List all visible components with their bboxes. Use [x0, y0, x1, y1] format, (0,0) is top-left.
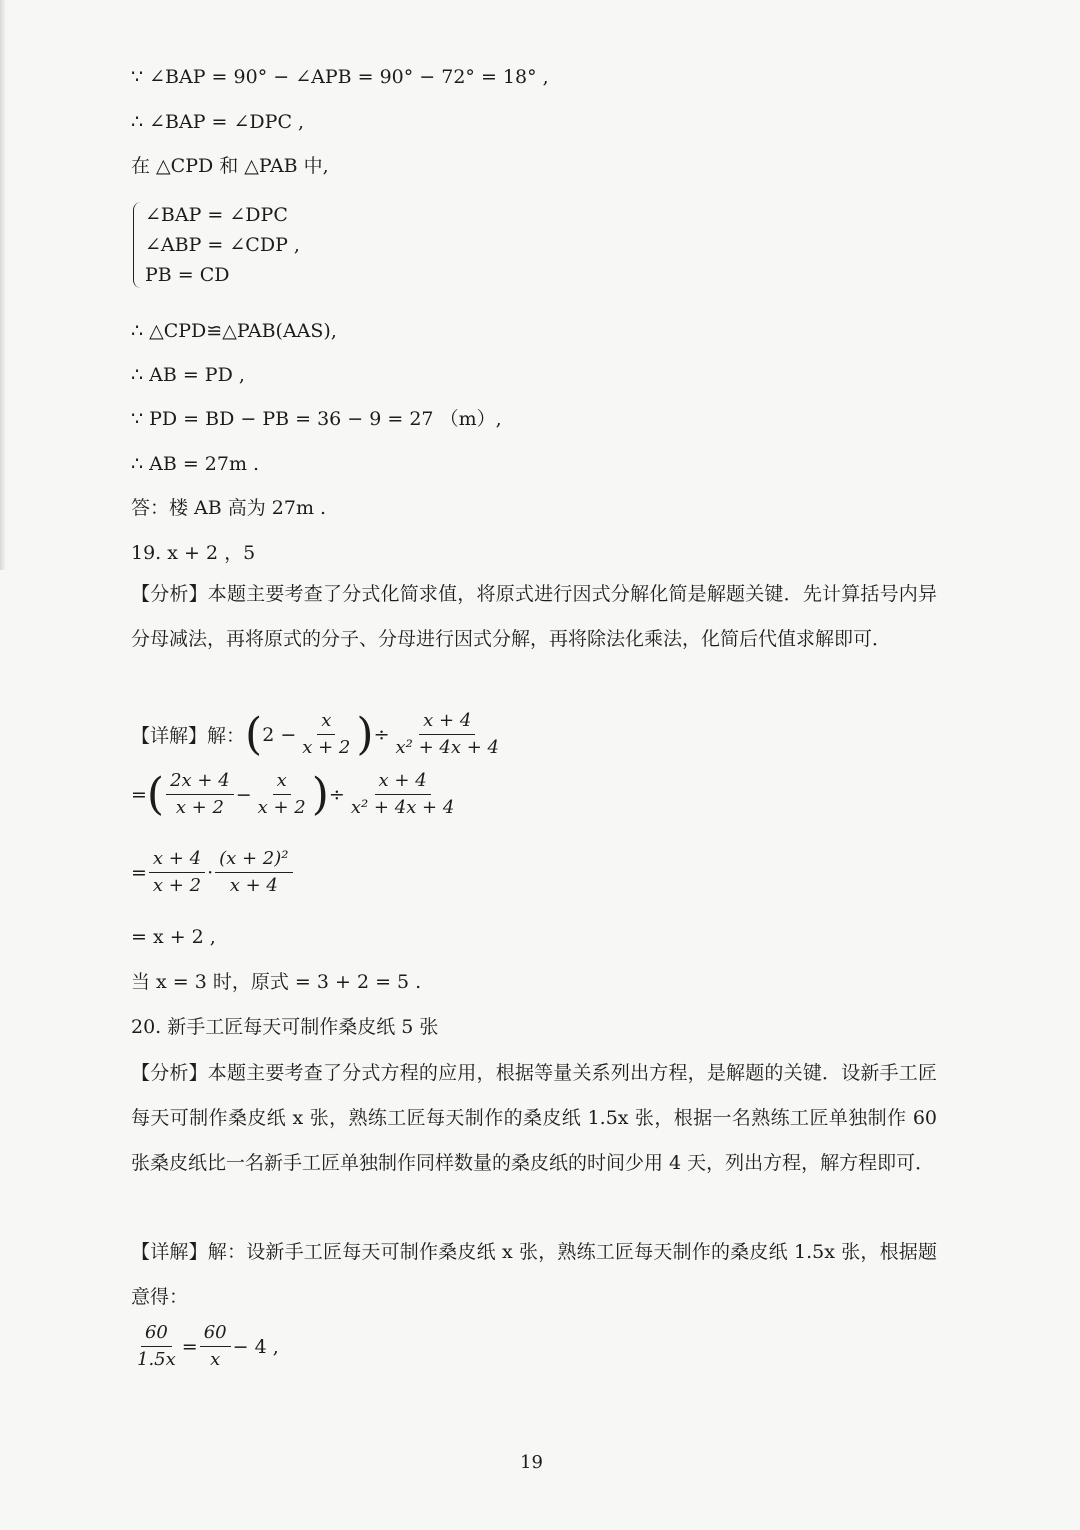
proof-line-5: ∴ AB = PD , [131, 364, 245, 386]
q20-detail: 【详解】解：设新手工匠每天可制作桑皮纸 x 张，熟练工匠每天制作的桑皮纸 1.5x 张，根据题意得： [131, 1241, 937, 1308]
proof-line-6: ∵ PD = BD − PB = 36 − 9 = 27 （m）, [131, 408, 502, 430]
answer-line: 答：楼 AB 高为 27m . [131, 497, 327, 519]
condition-1: ∠BAP = ∠DPC [145, 204, 288, 226]
proof-line-3: 在 △CPD 和 △PAB 中, [131, 155, 329, 177]
page-number: 19 [520, 1452, 543, 1473]
q19-heading: 19. x + 2 ，5 [131, 542, 256, 564]
congruence-conditions [131, 198, 331, 292]
left-brace [133, 202, 142, 288]
proof-line-2: ∴ ∠BAP = ∠DPC , [131, 111, 305, 133]
fraction: $\frac{x + 4}{\text{x² + 4x + 4}}$ [395, 710, 499, 758]
detail-label: 【详解】解： [131, 725, 246, 747]
proof-line-4: ∴ △CPD≌△PAB(AAS), [131, 320, 337, 342]
q19-value: 当 x = 3 时，原式 = 3 + 2 = 5 . [131, 971, 422, 993]
q19-expression-2: = ( $\frac{2x + 4}{x + 2}$ − $\frac{x}{x + 2}$ ) ÷ $\frac{x + 4}{\text{x² + 4x + 4}}$ [131, 770, 460, 819]
fraction: $\frac{\text{(x + 2)²}}{x + 4}$ [215, 848, 292, 897]
fraction: $\frac{x}{x + 2}$ [302, 710, 351, 758]
fraction: $\frac{x + 4}{\text{x² + 4x + 4}}$ [350, 770, 455, 818]
condition-3: PB = CD [145, 264, 230, 286]
proof-line-1: ∵ ∠BAP = 90° − ∠APB = 90° − 72° = 18° , [131, 66, 549, 88]
condition-2: ∠ABP = ∠CDP , [145, 234, 300, 256]
fraction: $\frac{60}{x}$ [200, 1322, 231, 1371]
q20-equation: $\frac{60}{1.5x}$ = $\frac{60}{x}$ − 4 , [131, 1322, 279, 1371]
q19-expression-3: = $\frac{x + 4}{x + 2}$ · $\frac{\text{(x + 2)²}}{x + 4}$ [131, 848, 295, 897]
fraction: $\frac{x}{x + 2}$ [257, 770, 306, 818]
q20-heading: 20. 新手工匠每天可制作桑皮纸 5 张 [131, 1016, 439, 1038]
fraction: $\frac{x + 4}{x + 2}$ [149, 848, 205, 897]
q20-analysis: 【分析】本题主要考查了分式方程的应用，根据等量关系列出方程，是解题的关键．设新手工匠每天可制作桑皮纸 x 张，熟练工匠每天制作的桑皮纸 1.5x 张，根据一名熟练工匠单独制作 60 张桑皮纸比一名新手工匠单独制作同样数量的桑皮纸的时间少用 4 天，列出方程，解方程即可． [131, 1062, 937, 1174]
scan-edge-shadow [0, 0, 6, 570]
q19-result: = x + 2 , [131, 926, 216, 948]
fraction: $\frac{2x + 4}{x + 2}$ [166, 770, 234, 819]
q19-analysis: 【分析】本题主要考查了分式化简求值，将原式进行因式分解化简是解题关键．先计算括号内异分母减法，再将原式的分子、分母进行因式分解，再将除法化乘法，化简后代值求解即可． [131, 583, 937, 650]
proof-line-7: ∴ AB = 27m . [131, 453, 260, 475]
fraction: $\frac{60}{1.5x}$ [137, 1322, 176, 1370]
q19-expression-1: 【详解】解： ( 2 − $\frac{x}{x + 2}$ ) ÷ $\frac{x + 4}{\text{x² + 4x + 4}}$ [131, 710, 505, 759]
